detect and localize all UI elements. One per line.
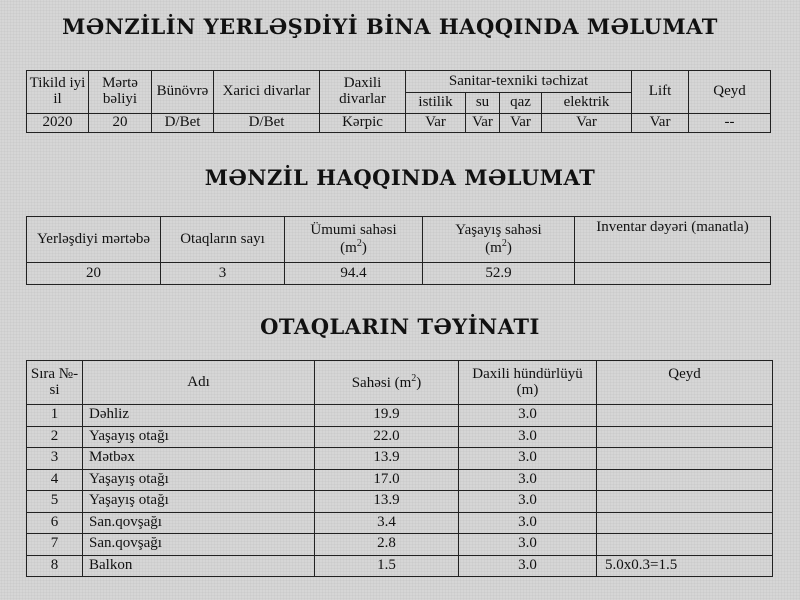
cell-room-name: Yaşayış otağı — [83, 491, 315, 513]
building-info-title: MƏNZİLİN YERLƏŞDİYİ BİNA HAQQINDA MƏLUMAT — [62, 14, 718, 39]
rooms-table — [26, 360, 773, 577]
cell-rooms-count: 3 — [161, 263, 285, 285]
cell-room-height: 3.0 — [459, 448, 597, 470]
header-room-note: Qeyd — [597, 361, 773, 405]
cell-electric: Var — [542, 114, 632, 133]
header-foundation: Bünövrə — [152, 71, 214, 114]
header-room-height: Daxili hündürlüyü (m) — [459, 361, 597, 405]
cell-outer-walls: D/Bet — [214, 114, 320, 133]
header-living-area — [423, 217, 575, 263]
table-row — [27, 426, 773, 448]
header-gas: qaz — [500, 93, 542, 114]
cell-inventory-value — [575, 263, 771, 285]
cell-room-area: 17.0 — [315, 469, 459, 491]
cell-room-note — [597, 512, 773, 534]
header-total-area — [285, 217, 423, 263]
cell-note: -- — [689, 114, 771, 133]
total-area-label: Ümumi sahəsi — [310, 221, 397, 238]
cell-room-name: San.qovşağı — [83, 534, 315, 556]
cell-total-area: 94.4 — [285, 263, 423, 285]
cell-room-note — [597, 491, 773, 513]
header-inner-walls: Daxili divarlar — [320, 71, 406, 114]
cell-water: Var — [466, 114, 500, 133]
room-area-label: Sahəsi (m — [351, 374, 412, 391]
cell-room-height: 3.0 — [459, 469, 597, 491]
header-rooms-count: Otaqların sayı — [161, 217, 285, 263]
cell-row-number: 7 — [27, 534, 83, 556]
cell-row-number: 1 — [27, 405, 83, 427]
header-heating: istilik — [406, 93, 466, 114]
cell-room-height: 3.0 — [459, 512, 597, 534]
unit-close: ) — [416, 374, 422, 391]
cell-room-height: 3.0 — [459, 534, 597, 556]
cell-room-area: 13.9 — [315, 448, 459, 470]
cell-room-note — [597, 405, 773, 427]
cell-room-height: 3.0 — [459, 555, 597, 577]
cell-built-year: 2020 — [27, 114, 89, 133]
cell-room-height: 3.0 — [459, 491, 597, 513]
header-note: Qeyd — [689, 71, 771, 114]
unit-close: ) — [361, 239, 367, 256]
header-water: su — [466, 93, 500, 114]
cell-inner-walls: Kərpic — [320, 114, 406, 133]
cell-room-name: Yaşayış otağı — [83, 426, 315, 448]
cell-lift: Var — [632, 114, 689, 133]
cell-room-name: Mətbəx — [83, 448, 315, 470]
header-electric: elektrik — [542, 93, 632, 114]
cell-foundation: D/Bet — [152, 114, 214, 133]
apartment-info-table — [26, 216, 771, 285]
cell-heating: Var — [406, 114, 466, 133]
cell-room-area: 13.9 — [315, 491, 459, 513]
total-area-unit: (m — [340, 239, 357, 256]
cell-room-height: 3.0 — [459, 405, 597, 427]
header-row-number: Sıra №-si — [27, 361, 83, 405]
header-floor: Yerləşdiyi mərtəbə — [27, 217, 161, 263]
table-row — [27, 534, 773, 556]
header-floors: Mərtə bəliyi — [89, 71, 152, 114]
unit-exponent: 2 — [501, 237, 507, 249]
cell-gas: Var — [500, 114, 542, 133]
apartment-info-title: MƏNZİL HAQQINDA MƏLUMAT — [204, 165, 596, 190]
cell-room-name: Dəhliz — [83, 405, 315, 427]
table-row — [27, 405, 773, 427]
table-row — [27, 114, 771, 133]
cell-row-number: 2 — [27, 426, 83, 448]
header-room-name: Adı — [83, 361, 315, 405]
cell-room-name: Yaşayış otağı — [83, 469, 315, 491]
cell-row-number: 5 — [27, 491, 83, 513]
living-area-label: Yaşayış sahəsi — [455, 221, 542, 238]
table-row — [27, 448, 773, 470]
table-row — [27, 512, 773, 534]
unit-exponent: 2 — [411, 372, 417, 384]
cell-room-name: San.qovşağı — [83, 512, 315, 534]
header-room-area — [315, 361, 459, 405]
cell-room-note: 5.0x0.3=1.5 — [597, 555, 773, 577]
cell-living-area: 52.9 — [423, 263, 575, 285]
cell-room-note — [597, 426, 773, 448]
table-row — [27, 263, 771, 285]
table-row — [27, 555, 773, 577]
cell-row-number: 6 — [27, 512, 83, 534]
cell-row-number: 8 — [27, 555, 83, 577]
cell-room-area: 1.5 — [315, 555, 459, 577]
cell-room-note — [597, 534, 773, 556]
cell-room-area: 2.8 — [315, 534, 459, 556]
cell-room-note — [597, 469, 773, 491]
header-sanitary: Sanitar-texniki təchizat — [406, 71, 632, 93]
header-outer-walls: Xarici divarlar — [214, 71, 320, 114]
header-inventory-value: Inventar dəyəri (manatla) — [575, 217, 771, 263]
cell-row-number: 4 — [27, 469, 83, 491]
cell-room-name: Balkon — [83, 555, 315, 577]
cell-row-number: 3 — [27, 448, 83, 470]
cell-floors: 20 — [89, 114, 152, 133]
living-area-unit: (m — [485, 239, 502, 256]
header-built-year: Tikild iyi il — [27, 71, 89, 114]
cell-room-area: 22.0 — [315, 426, 459, 448]
cell-room-height: 3.0 — [459, 426, 597, 448]
rooms-purpose-title: OTAQLARIN TƏYİNATI — [260, 314, 540, 339]
cell-floor: 20 — [27, 263, 161, 285]
table-row — [27, 469, 773, 491]
building-info-table — [26, 70, 771, 133]
header-lift: Lift — [632, 71, 689, 114]
table-row — [27, 491, 773, 513]
unit-exponent: 2 — [356, 237, 362, 249]
cell-room-area: 3.4 — [315, 512, 459, 534]
cell-room-area: 19.9 — [315, 405, 459, 427]
cell-room-note — [597, 448, 773, 470]
unit-close: ) — [506, 239, 512, 256]
